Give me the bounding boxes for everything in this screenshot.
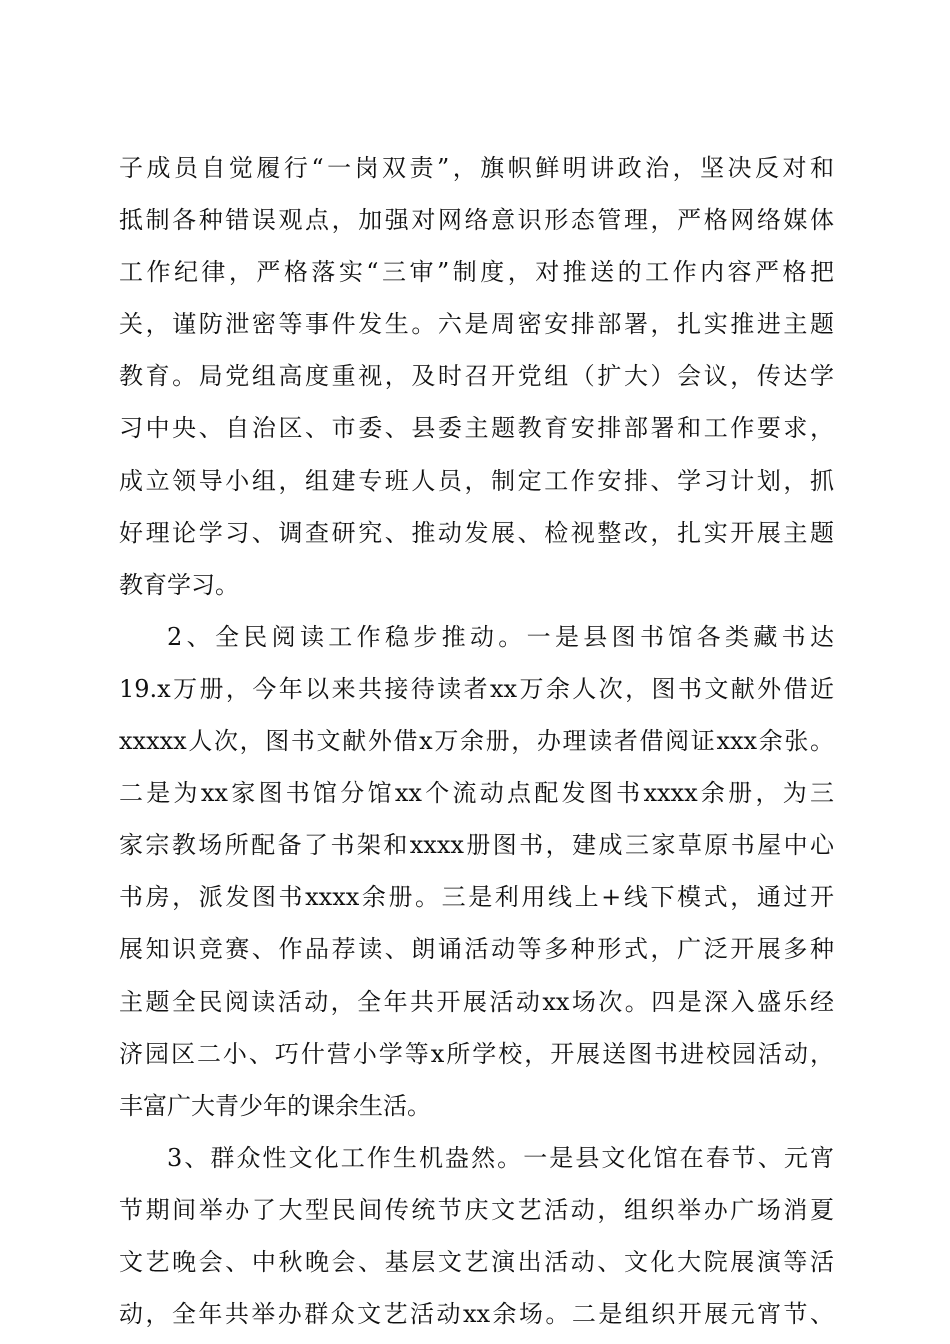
text-line: 教育。局党组高度重视，及时召开党组（扩大）会议，传达学	[119, 362, 834, 391]
text-line: 二是为xx家图书馆分馆xx个流动点配发图书xxxx余册，为三	[119, 779, 834, 808]
text-line: 济园区二小、巧什营小学等x所学校，开展送图书进校园活动，	[119, 1039, 834, 1068]
text-line: xxxxx人次，图书文献外借x万余册，办理读者借阅证xxx余张。	[119, 727, 834, 756]
text-line: 子成员自觉履行“一岗双责”，旗帜鲜明讲政治，坚决反对和	[119, 154, 834, 182]
text-line: 丰富广大青少年的课余生活。	[119, 1091, 431, 1120]
paragraph-first-line: 3、群众性文化工作生机盎然。一是县文化馆在春节、元宵	[167, 1143, 834, 1172]
text-line: 展知识竞赛、作品荐读、朗诵活动等多种形式，广泛开展多种	[119, 935, 834, 964]
text-line: 成立领导小组，组建专班人员，制定工作安排、学习计划，抓	[119, 466, 834, 495]
text-line: 主题全民阅读活动，全年共开展活动xx场次。四是深入盛乐经	[119, 987, 834, 1016]
text-line: 抵制各种错误观点，加强对网络意识形态管理，严格网络媒体	[119, 206, 834, 235]
text-line: 动，全年共举办群众文艺活动xx余场。二是组织开展元宵节、	[119, 1300, 834, 1329]
text-line: 书房，派发图书xxxx余册。三是利用线上+线下模式，通过开	[119, 883, 834, 912]
text-line: 习中央、自治区、市委、县委主题教育安排部署和工作要求，	[119, 414, 834, 443]
text-line: 节期间举办了大型民间传统节庆文艺活动，组织举办广场消夏	[119, 1195, 834, 1224]
text-line: 工作纪律，严格落实“三审”制度，对推送的工作内容严格把	[119, 258, 834, 287]
paragraph-first-line: 2、全民阅读工作稳步推动。一是县图书馆各类藏书达	[167, 622, 834, 651]
document-body	[119, 142, 834, 1340]
text-line: 教育学习。	[119, 570, 239, 599]
text-line: 关，谨防泄密等事件发生。六是周密安排部署，扎实推进主题	[119, 310, 834, 339]
text-line: 19.x万册，今年以来共接待读者xx万余人次，图书文献外借近	[119, 674, 834, 703]
text-line: 家宗教场所配备了书架和xxxx册图书，建成三家草原书屋中心	[119, 831, 834, 860]
text-line: 文艺晚会、中秋晚会、基层文艺演出活动、文化大院展演等活	[119, 1247, 834, 1276]
text-line: 好理论学习、调查研究、推动发展、检视整改，扎实开展主题	[119, 518, 834, 547]
